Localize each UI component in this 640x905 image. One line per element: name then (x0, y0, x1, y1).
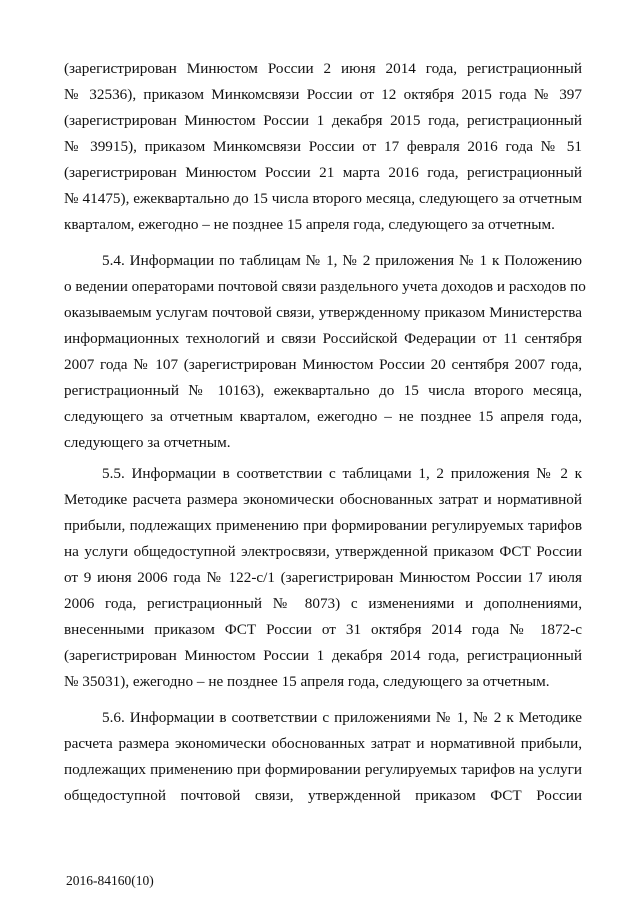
text-line: подлежащих применению при формировании регулируемых тарифов на услуги (64, 761, 582, 778)
text-line: (зарегистрирован Минюстом России 21 марта 2016 года, регистрационный (64, 164, 582, 181)
text-line: следующего за отчетным. (64, 434, 231, 451)
text-line: внесенными приказом ФСТ России от 31 октября 2014 года № 1872-с (64, 621, 582, 638)
text-line: № 35031), ежегодно – не позднее 15 апреля года, следующего за отчетным. (64, 673, 550, 690)
text-line: 5.6. Информации в соответствии с приложениями № 1, № 2 к Методике (102, 709, 582, 726)
text-line: 5.5. Информации в соответствии с таблицами 1, 2 приложения № 2 к (102, 465, 582, 482)
text-line: Методике расчета размера экономически обоснованных затрат и нормативной (64, 491, 582, 508)
text-line: № 41475), ежеквартально до 15 числа второго месяца, следующего за отчетным (64, 190, 582, 207)
text-line: следующего за отчетным кварталом, ежегодно – не позднее 15 апреля года, (64, 408, 582, 425)
text-line: (зарегистрирован Минюстом России 1 декабря 2014 года, регистрационный (64, 647, 582, 664)
text-line: кварталом, ежегодно – не позднее 15 апреля года, следующего за отчетным. (64, 216, 555, 233)
text-line: (зарегистрирован Минюстом России 2 июня 2014 года, регистрационный (64, 60, 582, 77)
text-line: расчета размера экономически обоснованных затрат и нормативной прибыли, (64, 735, 582, 752)
text-line: (зарегистрирован Минюстом России 1 декабря 2015 года, регистрационный (64, 112, 582, 129)
text-line: прибыли, подлежащих применению при формировании регулируемых тарифов (64, 517, 582, 534)
text-line: на услуги общедоступной электросвязи, утвержденной приказом ФСТ России (64, 543, 582, 560)
text-line: общедоступной почтовой связи, утвержденной приказом ФСТ России (64, 787, 582, 804)
text-line: регистрационный № 10163), ежеквартально до 15 числа второго месяца, (64, 382, 582, 399)
text-line: о ведении операторами почтовой связи раздельного учета доходов и расходов по (64, 278, 586, 295)
text-line: 5.4. Информации по таблицам № 1, № 2 приложения № 1 к Положению (102, 252, 582, 269)
text-line: 2007 года № 107 (зарегистрирован Минюстом России 20 сентября 2007 года, (64, 356, 582, 373)
text-line: № 32536), приказом Минкомсвязи России от 12 октября 2015 года № 397 (64, 86, 582, 103)
text-line: информационных технологий и связи Российской Федерации от 11 сентября (64, 330, 582, 347)
text-line: оказываемым услугам почтовой связи, утвержденному приказом Министерства (64, 304, 582, 321)
document-number-footer: 2016-84160(10) (66, 873, 154, 888)
text-line: от 9 июня 2006 года № 122-с/1 (зарегистрирован Минюстом России 17 июля (64, 569, 582, 586)
text-line: № 39915), приказом Минкомсвязи России от 17 февраля 2016 года № 51 (64, 138, 582, 155)
text-line: 2006 года, регистрационный № 8073) с изменениями и дополнениями, (64, 595, 582, 612)
